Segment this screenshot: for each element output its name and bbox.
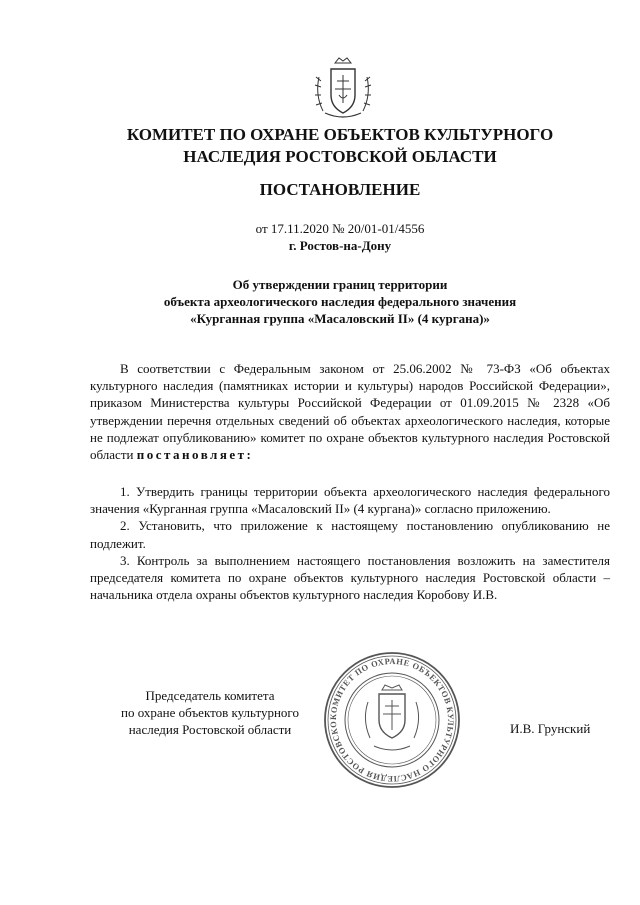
- document-subject: [60, 276, 620, 327]
- preamble-paragraph: [90, 360, 610, 463]
- round-official-seal-icon: [322, 650, 462, 790]
- resolution-items: [90, 483, 610, 603]
- date-and-number: от 17.11.2020 № 20/01-01/4556: [255, 221, 425, 236]
- resolution-item-1: 1. Утвердить границы территории объекта археологического наследия федерального значения «Курганная группа «Масаловский II» (4 кургана)» согласно приложению.: [90, 484, 610, 517]
- subject-line3: «Курганная группа «Масаловский II» (4 кургана)»: [190, 311, 490, 326]
- signatory-name: И.В. Грунский: [510, 721, 591, 736]
- city: г. Ростов-на-Дону: [288, 238, 392, 253]
- subject-line1: Об утверждении границ территории: [232, 277, 448, 292]
- organization-name-line2: НАСЛЕДИЯ РОСТОВСКОЙ ОБЛАСТИ: [183, 147, 497, 166]
- seal-ring-text: КОМИТЕТ ПО ОХРАНЕ ОБЪЕКТОВ КУЛЬТУРНОГО НАСЛЕДИЯ РОСТОВСКО: [328, 656, 456, 784]
- signatory-title-line2: по охране объектов культурного: [121, 705, 299, 720]
- rostov-oblast-coat-of-arms-icon: [313, 55, 373, 121]
- document-type: ПОСТАНОВЛЕНИЕ: [259, 180, 421, 199]
- resolution-item-3: 3. Контроль за выполнением настоящего постановления возложить на заместителя председателя комитета по охране объектов культурного наследия Ростовской области – начальника отдела охраны объектов культурного наследия Коробову И.В.: [90, 552, 610, 603]
- decree-word: постановляет:: [136, 447, 254, 463]
- signatory-title-line3: наследия Ростовской области: [128, 722, 292, 737]
- resolution-item-2: 2. Установить, что приложение к настоящему постановлению опубликованию не подлежит.: [90, 518, 610, 551]
- document-meta: [60, 220, 620, 254]
- svg-text:КОМИТЕТ ПО ОХРАНЕ ОБЪЕКТОВ КУЛ: [322, 650, 455, 783]
- organization-name: [60, 124, 620, 168]
- signatory-title-line1: Председатель комитета: [145, 688, 275, 703]
- signatory-title: [60, 687, 360, 738]
- preamble-text: В соответствии с Федеральным законом от 25.06.2002 № 73-ФЗ «Об объектах культурного наследия (памятниках истории и культуры) народов Российской Федерации», приказом Министерства культуры Российской Федерации от 01.09.2015 № 2328 «Об утверждении перечня отдельных сведений об объектах археологического наследия, которые не подлежат опубликованию» комитет по охране объектов культурного наследия Ростовской области: [90, 361, 610, 463]
- subject-line2: объекта археологического наследия федерального значения: [163, 294, 517, 309]
- organization-name-line1: КОМИТЕТ ПО ОХРАНЕ ОБЪЕКТОВ КУЛЬТУРНОГО: [126, 125, 554, 144]
